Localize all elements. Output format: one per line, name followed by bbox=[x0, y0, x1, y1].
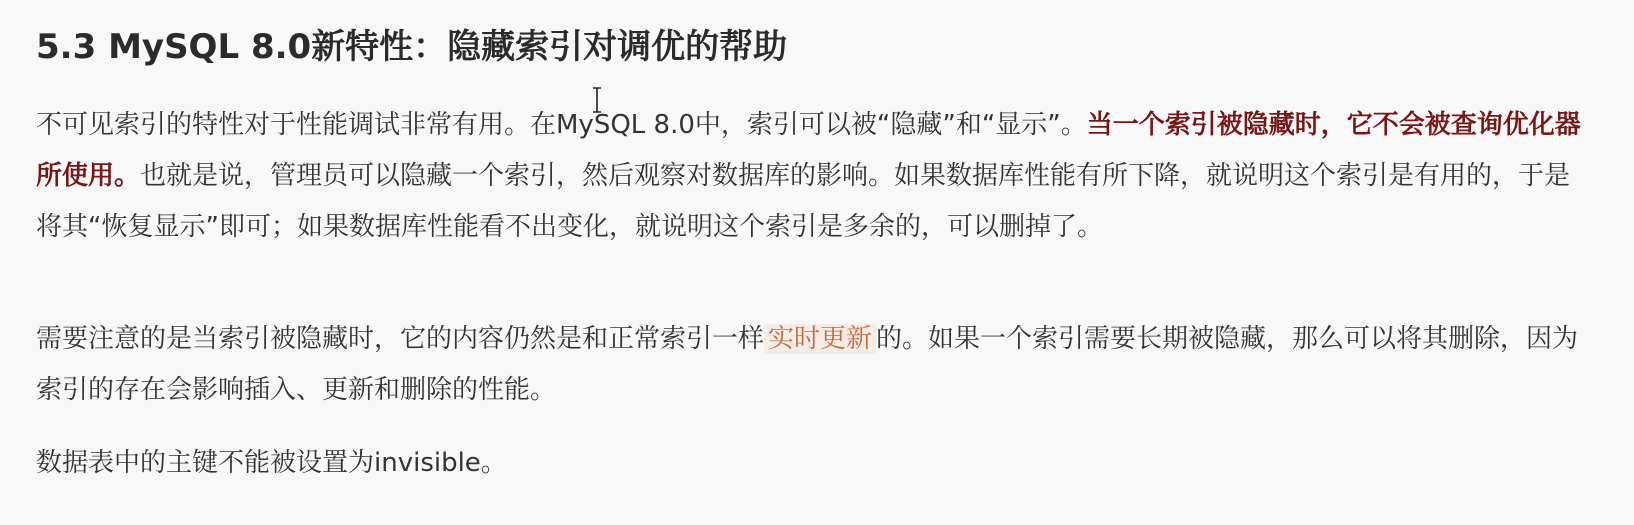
paragraph1-text-b: 也就是说，管理员可以隐藏一个索引，然后观察对数据库的影响。如果数据库性能有所下降，就说明这个索引是有用的，于是将其“恢复显示”即可；如果数据库性能看不出变化，就说明这个索引是多余的，可以删掉了。 bbox=[36, 161, 1571, 242]
paragraph-invisible-index bbox=[36, 100, 1596, 253]
paragraph-realtime-update bbox=[36, 314, 1596, 416]
paragraph1-text-a: 不可见索引的特性对于性能调试非常有用。在MySQL 8.0中，索引可以被“隐藏”和“显示”。 bbox=[36, 110, 1087, 140]
section-heading: 5.3 MySQL 8.0新特性：隐藏索引对调优的帮助 bbox=[36, 27, 788, 67]
inline-code-realtime: 实时更新 bbox=[764, 324, 876, 354]
paragraph-primary-key: 数据表中的主键不能被设置为invisible。 bbox=[36, 448, 507, 478]
paragraph1-bold-emphasis: 当一个索引被隐藏时，它不会被查询优化器所使用。 bbox=[36, 110, 1581, 191]
paragraph2-text-a: 需要注意的是当索引被隐藏时，它的内容仍然是和正常索引一样 bbox=[36, 324, 765, 354]
paragraph2-text-b: 的。如果一个索引需要长期被隐藏，那么可以将其删除，因为索引的存在会影响插入、更新和删除的性能。 bbox=[36, 324, 1579, 405]
